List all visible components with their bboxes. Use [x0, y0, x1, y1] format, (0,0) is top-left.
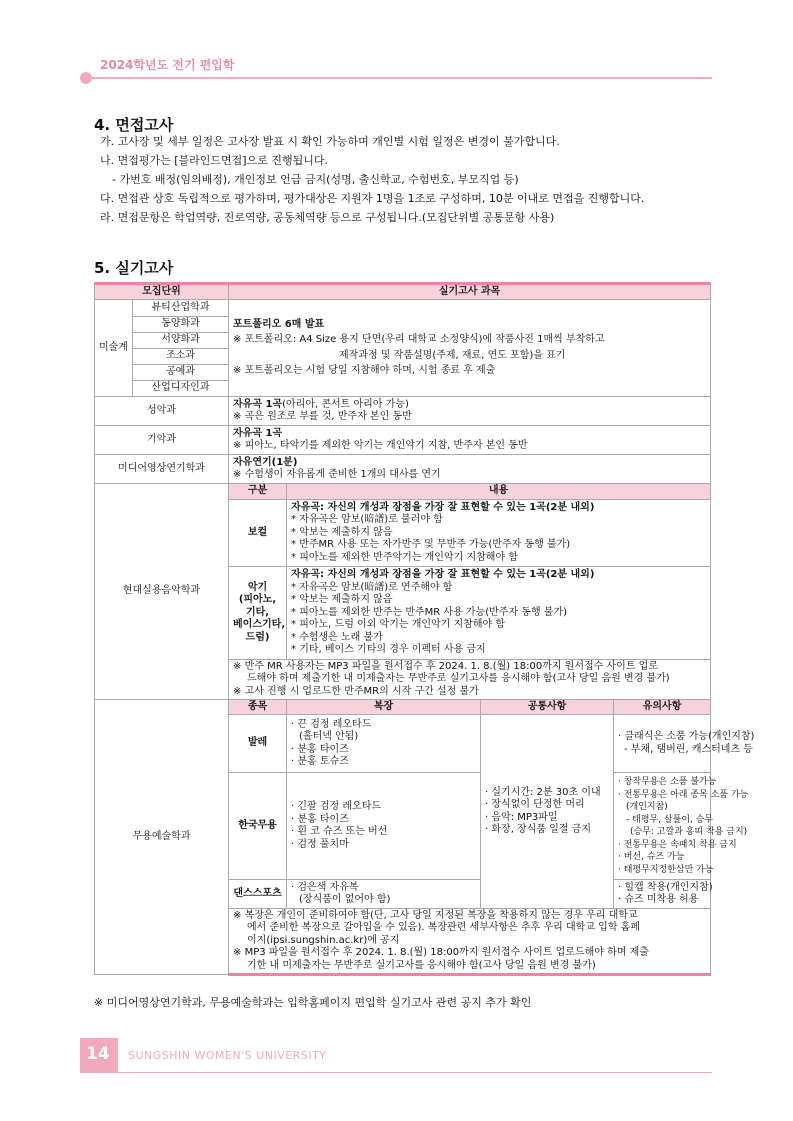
vocal-dept: 성악과 [95, 397, 229, 426]
modern-vocal-line: * 피아노를 제외한 반주악기는 개인악기 지참해야 함 [291, 551, 518, 563]
header-title: 2024학년도 전기 편입학 [100, 58, 235, 72]
dancesports-caution-line: · 슈즈 미착용 허용 [618, 894, 699, 905]
modern-dept: 현대실용음악학과 [95, 484, 229, 700]
korean-caution-line: (개인지참) [626, 802, 668, 812]
modern-vocal-line: * 자유곡은 암보(暗譜)로 불러야 함 [291, 514, 443, 526]
ballet-kind: 발레 [229, 715, 287, 773]
korean-caution-line: · 전통무용은 속패치 착용 금지 [618, 839, 737, 850]
modern-instr-kind-line: 베이스기타, [233, 619, 286, 631]
modern-vocal-line: * 악보는 제출하지 않음 [291, 526, 393, 538]
ballet-caution-line: - 부채, 탬버린, 캐스터네츠 등 [624, 743, 753, 755]
art-group: 미술계 [95, 300, 133, 397]
modern-instr-line: * 피아노, 드럼 이외 악기는 개인악기 지참해야 함 [291, 619, 505, 631]
dance-common-line: · 장식없이 단정한 머리 [485, 799, 585, 810]
dance-note: 이지(ipsi.sungshin.ac.kr)에 공지 [247, 934, 400, 946]
ballet-caution-line: · 클래식은 소품 가능(개인지참) [618, 731, 755, 742]
dance-common-line: · 실기시간: 2분 30초 이내 [485, 786, 601, 798]
s4-line: 나. 면접평가는 [블라인드면접]으로 진행됩니다. [100, 154, 328, 167]
modern-col-content: 내용 [287, 484, 711, 500]
dancesports-caution-line: · 힐캡 착용(개인지참) [618, 881, 713, 893]
dance-note: ※ 복장은 개인이 준비하여야 함(단, 고사 당일 지정된 복장을 착용하지 않는 경우 우리 대학교 [233, 909, 638, 921]
korean-kind: 한국무용 [229, 773, 287, 880]
media-content [229, 455, 711, 484]
dancesports-kind: 댄스스포츠 [229, 880, 287, 909]
dance-common [481, 715, 614, 909]
media-note: ※ 수험생이 자유롭게 준비한 1개의 대사를 연기 [233, 469, 441, 480]
art-dept: 뷰티산업학과 [133, 300, 229, 317]
dancesports-costume-line: · 검은색 자유복 [291, 881, 359, 893]
korean-costume [287, 773, 481, 880]
footer-rule [80, 1072, 712, 1073]
media-dept: 미디어영상연기학과 [95, 455, 229, 484]
korean-caution-line: - 태평무, 살풀이, 승무 [626, 814, 714, 825]
vocal-title: 자유곡 1곡 [233, 398, 283, 410]
s4-line: 다. 면접관 상호 독립적으로 평가하며, 평가대상은 지원자 1명을 1조로 구성하며, 10분 이내로 면접을 진행합니다. [100, 192, 645, 205]
korean-caution-line: · 태평무지정한삼만 가능 [618, 864, 714, 875]
korean-costume-line: · 검정 풀치마 [291, 838, 349, 850]
dance-col-kind: 종목 [229, 700, 287, 715]
art-line: ※ 포트폴리오는 시험 당일 지참해야 하며, 시험 종료 후 제출 [233, 365, 496, 376]
art-dept: 서양화과 [133, 333, 229, 349]
dancesports-costume [287, 880, 481, 909]
modern-instr-kind-line: (피아노, [238, 594, 277, 606]
dance-common-line: · 화장, 장식품 일절 금지 [485, 824, 592, 835]
instr-dept: 기악과 [95, 426, 229, 455]
dancesports-caution [614, 880, 711, 909]
dance-notes [229, 909, 711, 975]
art-dept: 산업디자인과 [133, 381, 229, 397]
korean-costume-line: · 분홍 타이즈 [291, 813, 349, 825]
s4-line: 가. 고사장 및 세부 일정은 고사장 발표 시 확인 가능하며 개인별 시험 일정은 변경이 불가합니다. [100, 135, 560, 148]
ballet-caution [614, 715, 755, 773]
vocal-note: ※ 곡은 원조로 부를 것, 반주자 본인 동반 [233, 411, 412, 422]
art-content [229, 300, 711, 397]
section4-title: 4. 면접고사 [94, 116, 174, 134]
modern-note: ※ 반주 MR 사용자는 MP3 파일을 원서접수 후 2024. 1. 8.(월) 18:00까지 원서접수 사이트 업로 [233, 660, 658, 672]
dance-col-common: 공통사항 [481, 700, 614, 715]
section4-body [100, 132, 720, 227]
dance-dept: 무용예술학과 [95, 700, 229, 975]
instr-title: 자유곡 1곡 [233, 427, 283, 439]
ballet-costume-line: · 분홍 토슈즈 [291, 756, 349, 767]
footer-page-number: 14 [86, 1044, 110, 1064]
s4-line: 라. 면접문항은 학업역량, 진로역량, 공동체역량 등으로 구성됩니다.(모집단위별 공통문항 사용) [100, 211, 555, 224]
korean-caution-line: · 전통무용은 아래 종목 소품 가능 [618, 789, 749, 800]
dance-note: 에서 준비한 복장으로 갈아입을 수 있음). 복장관련 세부사항은 추후 우리 대학교 입학 홈페 [247, 922, 640, 934]
art-line: ※ 포트폴리오: A4 Size 용지 단면(우리 대학교 소정양식)에 작품사진 1매씩 부착하고 [233, 334, 605, 345]
media-title: 자유연기(1분) [233, 456, 298, 468]
modern-vocal-title: 자유곡: 자신의 개성과 장점을 가장 잘 표현할 수 있는 1곡(2분 내외) [291, 501, 595, 513]
ballet-costume-line: · 분홍 타이즈 [291, 743, 349, 755]
art-dept: 동양화과 [133, 317, 229, 333]
korean-caution-line: · 창작무용은 소품 불가능 [618, 777, 717, 787]
vocal-content [229, 397, 711, 426]
modern-instr-line: * 자유곡은 암보(暗譜)로 연주해야 함 [291, 581, 453, 593]
vocal-title-suffix: (아리아, 콘서트 아리아 가능) [282, 398, 409, 410]
dance-common-line: · 음악: MP3파일 [485, 811, 558, 823]
modern-instr-kind [229, 567, 287, 660]
modern-instr-content [287, 567, 711, 660]
ballet-costume [287, 715, 481, 773]
korean-caution [614, 773, 749, 880]
modern-note: 드해야 하며 제출기한 내 미제출자는 무반주로 실기고사를 응시해야 함(고사 당일 음원 변경 불가) [247, 673, 670, 685]
modern-instr-title: 자유곡: 자신의 개성과 장점을 가장 잘 표현할 수 있는 1곡(2분 내외) [291, 569, 595, 581]
bottom-note: ※ 미디어영상연기학과, 무용예술학과는 입학홈페이지 편입학 실기고사 관련 공지 추가 확인 [94, 996, 532, 1009]
ballet-costume-line: · 끈 검정 레오타드 [291, 718, 372, 730]
art-line: 제작과정 및 작품설명(주제, 재료, 연도 포함)을 표기 [339, 349, 566, 361]
modern-instr-line: * 기타, 베이스 기타의 경우 이펙터 사용 금지 [291, 644, 486, 656]
korean-caution-line: · 버선, 슈즈 가능 [618, 852, 685, 862]
modern-instr-line: * 악보는 제출하지 않음 [291, 594, 393, 606]
modern-note: ※ 고사 진행 시 업로드한 반주MR의 시작 구간 설정 불가 [233, 685, 479, 697]
modern-instr-kind-line: 드럼) [245, 631, 270, 643]
modern-instr-line: * 수험생은 노래 불가 [291, 631, 383, 643]
practical-exam-table [94, 282, 755, 976]
header-rule [86, 77, 712, 79]
modern-vocal-kind: 보컬 [229, 500, 287, 567]
korean-costume-line: · 흰 코 슈즈 또는 버선 [291, 826, 388, 837]
col-header-unit: 모집단위 [95, 284, 229, 300]
art-dept: 조소과 [133, 349, 229, 365]
modern-instr-kind-line: 기타, [245, 606, 270, 618]
modern-col-kind: 구분 [229, 484, 287, 500]
modern-vocal-content [287, 500, 711, 567]
korean-caution-line: (승무: 고깔과 홍띠 착용 금지) [630, 827, 748, 837]
modern-instr-line: * 피아노를 제외한 반주는 반주MR 사용 가능(반주자 동행 불가) [291, 606, 568, 618]
art-dept: 공예과 [133, 365, 229, 381]
dance-note: ※ MP3 파일을 원서접수 후 2024. 1. 8.(월) 18:00까지 원서접수 사이트 업로드해야 하며 제출 [233, 947, 649, 959]
instr-note: ※ 피아노, 타악기를 제외한 악기는 개인악기 지참, 반주자 본인 동반 [233, 440, 528, 451]
dance-note: 기한 내 미제출자는 무반주로 실기고사를 응시해야 함(고사 당일 음원 변경 불가) [247, 959, 596, 971]
modern-vocal-line: * 반주MR 사용 또는 자가반주 및 무반주 가능(반주자 동행 불가) [291, 539, 571, 551]
ballet-costume-line: (홀터넥 안됨) [299, 731, 359, 742]
section5-title: 5. 실기고사 [94, 259, 174, 277]
instr-content [229, 426, 711, 455]
dance-col-caution: 유의사항 [614, 700, 711, 715]
col-header-subject: 실기고사 과목 [229, 284, 711, 300]
korean-costume-line: · 긴팔 검정 레오타드 [291, 801, 382, 812]
modern-notes [229, 660, 711, 700]
art-line: 포트폴리오 6매 발표 [233, 318, 325, 330]
dance-col-costume: 복장 [287, 700, 481, 715]
footer-university: SUNGSHIN WOMEN'S UNIVERSITY [128, 1049, 327, 1062]
s4-line: - 가번호 배정(임의배정), 개인정보 언급 금지(성명, 출신학교, 수험번호, 부모직업 등) [112, 173, 519, 186]
modern-instr-kind-line: 악기 [247, 581, 268, 593]
dancesports-costume-line: (장식품이 없어야 함) [299, 894, 391, 905]
